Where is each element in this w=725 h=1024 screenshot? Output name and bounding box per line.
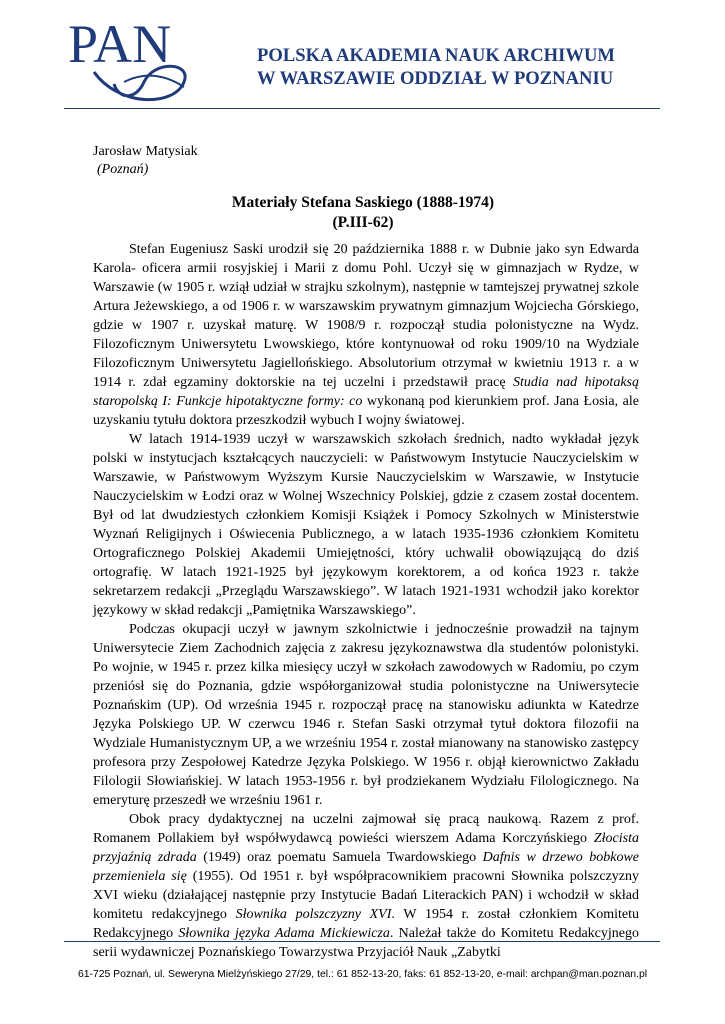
paragraph-text: (1949) oraz poematu Samuela Twardowskiego	[196, 850, 483, 865]
author-block	[93, 143, 198, 179]
body-paragraph	[93, 430, 639, 620]
italic-title: Dafnis w drzewo bobkowe przemieniela się	[93, 850, 640, 884]
italic-title: Złocista przyjaźnią zdrada	[93, 831, 639, 865]
body-text	[93, 240, 639, 962]
paragraph-text: (1955). Od 1951 r. był współpracownikiem pracowni Słownika polszczyzny XVI wieku (działającej następnie przy Instytucie Badań Literackich PAN) i wchodził w skład komitetu redakcyjnego	[93, 869, 639, 922]
italic-title: Słownika języka Adama Mickiewicza	[178, 926, 390, 941]
author-affiliation: (Poznań)	[97, 162, 149, 177]
title-line-1: Materiały Stefana Saskiego (1888-1974)	[231, 194, 495, 211]
institution-line-2: W WARSZAWIE ODDZIAŁ W POZNANIU	[257, 68, 614, 89]
document-title	[93, 193, 633, 233]
body-paragraph	[93, 620, 639, 810]
paragraph-text: Stefan Eugeniusz Saski urodził się 20 października 1888 r. w Dubnie jako syn Edwarda Karola- oficera armii rosyjskiej i Marii z domu Pohl. Uczył się w gimnazjach w Rydze, w Warszawie (w 1905 r. wziął udział w strajku szkolnym), następnie w tamtejszej prywatnej szkole Artura Jeżewskiego, a od 1906 r. w warszawskim prywatnym gimnazjum Wojciecha Górskiego, gdzie w 1907 r. uzyskał maturę. W 1908/9 r. rozpoczął studia polonistyczne na Wydz. Filozoficznym Uniwersytetu Lwowskiego, które kontynuował od roku 1909/10 na Wydziale Filozoficznym Uniwersytetu Jagiellońskiego. Absolutorium otrzymał w kwietniu 1913 r. a w 1914 r. zdał egzaminy doktorskie na tej uczelni i przedstawił pracę	[93, 242, 639, 390]
body-paragraph	[93, 240, 639, 430]
paragraph-text: . W 1954 r. został członkiem Komitetu Redakcyjnego	[93, 907, 639, 941]
footer-address: 61-725 Poznań, ul. Seweryna Mielżyńskiego 27/29, tel.: 61 852-13-20, faks: 61 852-13-20, e-mail: archpan@man.poznan.pl	[77, 969, 648, 980]
italic-title: Studia nad hipotaksą staropolską I: Funkcje hipotaktyczne formy: co	[93, 375, 639, 409]
pan-logo-graphic	[64, 12, 214, 108]
author-name: Jarosław Matysiak	[93, 144, 198, 159]
institution-line-1: POLSKA AKADEMIA NAUK ARCHIWUM	[257, 45, 615, 66]
paragraph-text: wykonaną pod kierunkiem prof. Jana Łosia, ale uzyskaniu tytułu doktora przeszkodził wybuch I wojny światowej.	[93, 394, 639, 428]
paragraph-text: W latach 1914-1939 uczył w warszawskich szkołach średnich, nadto wykładał język polski w instytucjach kształcących nauczycieli: w Państwowym Instytucie Nauczycielskim w Warszawie, w Państwowym Wyższym Kursie Nauczycielskim w Warszawie, w Instytucie Nauczycielskim w Łodzi oraz w Wolnej Wszechnicy Polskiej, gdzie z czasem został docentem. Był od lat dwudziestych członkiem Komisji Książek i Pomocy Szkolnych w Ministerstwie Wyznań Religijnych i Oświecenia Publicznego, a w latach 1935-1936 członkiem Komitetu Ortograficznego Polskiej Akademii Umiejętności, który uchwalił obowiązującą do dziś ortografię. W latach 1921-1925 był językowym korektorem, a od końca 1923 r. także sekretarzem redakcji „Przeglądu Warszawskiego”. W latach 1921-1931 wchodził jako korektor językowy w skład redakcji „Pamiętnika Warszawskiego”.	[93, 432, 639, 618]
logo-text: PAN	[68, 14, 172, 74]
institution-name	[257, 44, 677, 90]
paragraph-text: Obok pracy dydaktycznej na uczelni zajmował się pracą naukową. Razem z prof. Romanem Pollakiem był współwydawcą powieści wierszem Adama Korczyńskiego	[93, 812, 639, 846]
title-line-2: (P.III-62)	[332, 214, 394, 231]
italic-title: Słownika polszczyzny XVI	[235, 907, 392, 922]
footer-divider	[64, 941, 660, 942]
header-divider	[64, 108, 660, 109]
paragraph-text: Podczas okupacji uczył w jawnym szkolnictwie i jednocześnie prowadził na tajnym Uniwersytecie Ziem Zachodnich zajęcia z zakresu językoznawstwa dla studentów polonistyki. Po wojnie, w 1945 r. przez kilka miesięcy uczył w szkołach zawodowych w Radomiu, po czym przeniósł się do Poznania, gdzie współorganizował studia polonistyczne na Uniwersytecie Poznańskim (UP). Od września 1945 r. rozpoczął pracę na stanowisku adiunkta w Katedrze Języka Polskiego UP. W czerwcu 1946 r. Stefan Saski otrzymał tytuł doktora filozofii na Wydziale Humanistycznym UP, a we wrześniu 1954 r. został mianowany na stanowisko zastępcy profesora przy Zespołowej Katedrze Języka Polskiego. W 1956 r. objął kierownictwo Zakładu Filologii Słowiańskiej. W latach 1953-1956 r. był prodziekanem Wydziału Filologicznego. Na emeryturę przeszedł we wrześniu 1961 r.	[93, 622, 639, 808]
logo-swirl-inner	[124, 76, 184, 87]
pan-logo	[64, 12, 214, 108]
paragraph-text: . Należał także do Komitetu Redakcyjnego serii wydawniczej Poznańskiego Towarzystwa Przyjaciół Nauk „Zabytki	[93, 926, 639, 960]
body-paragraph	[93, 810, 639, 962]
